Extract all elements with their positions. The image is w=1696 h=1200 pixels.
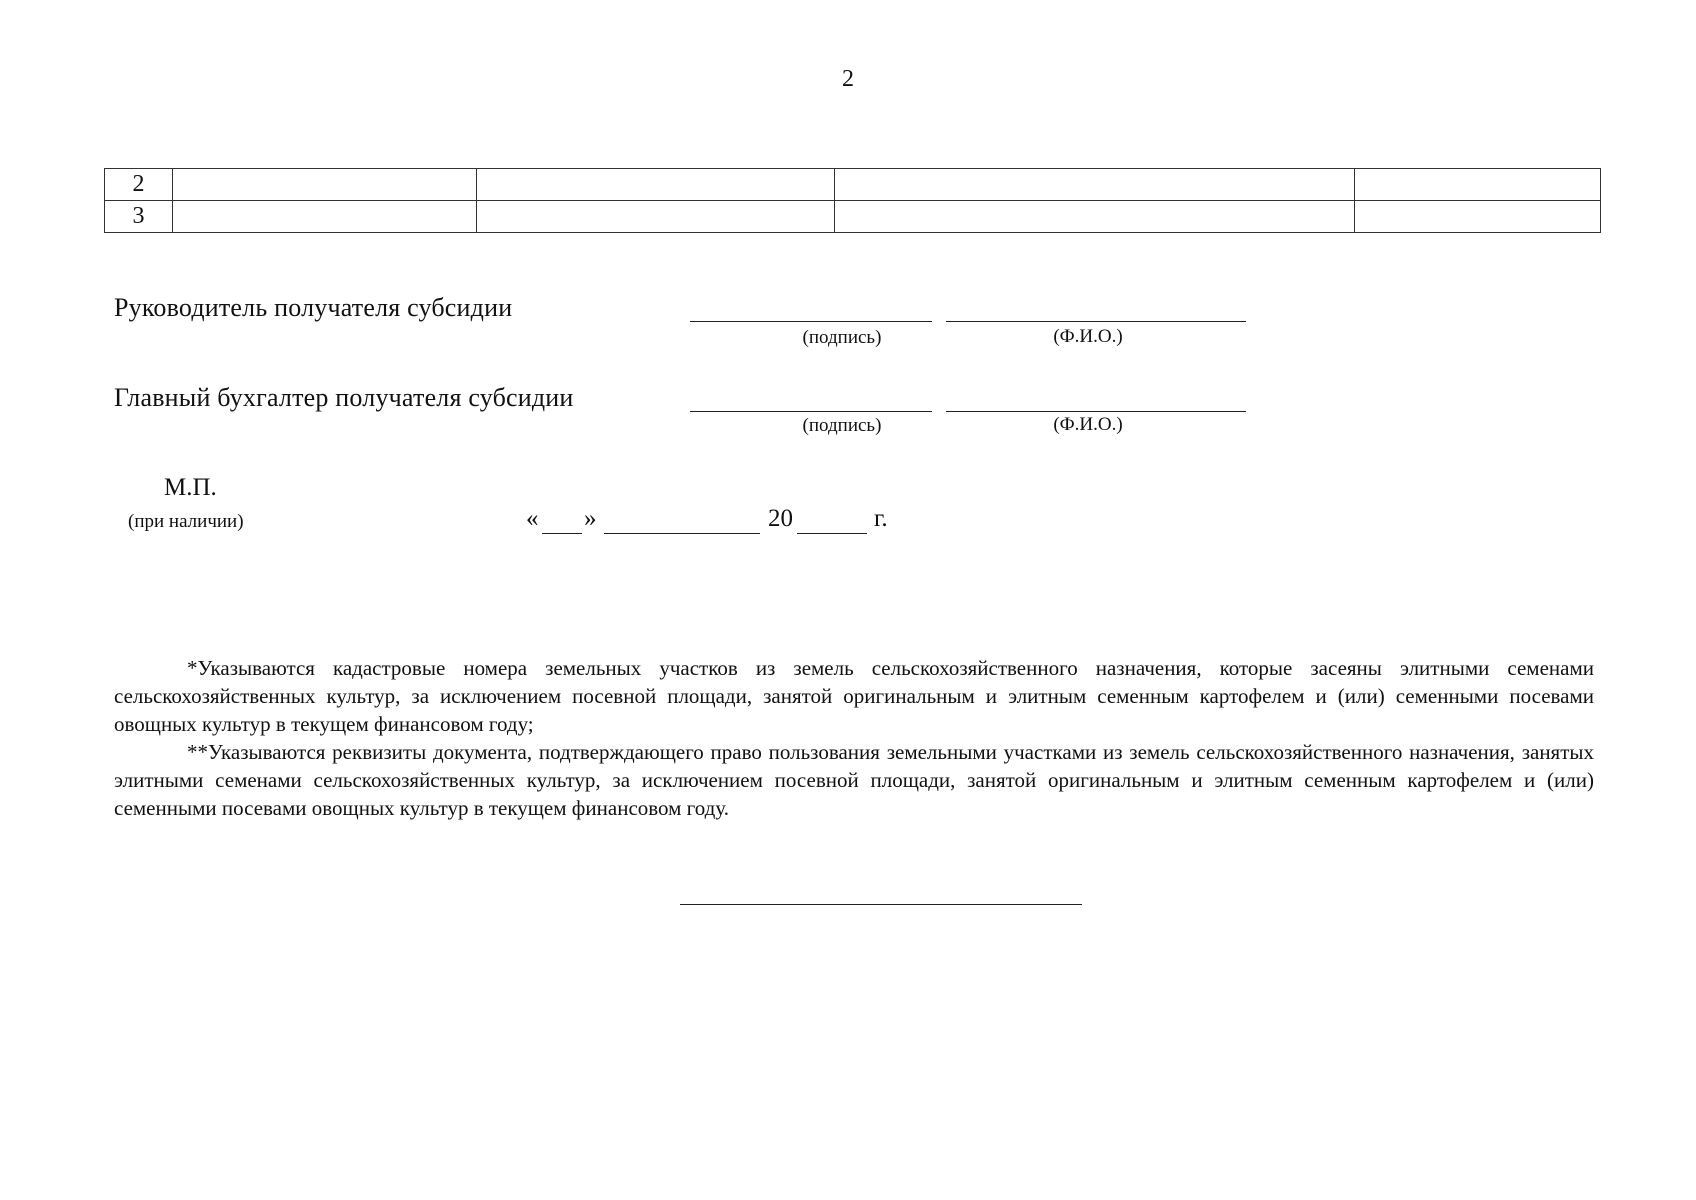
row-number-cell: 2 [105, 169, 173, 201]
table-cell [173, 169, 477, 201]
table-cell [477, 169, 835, 201]
date-suffix: г. [874, 505, 888, 532]
table-cell [835, 169, 1355, 201]
stamp-note: (при наличии) [128, 511, 244, 532]
date-day-blank [542, 533, 582, 534]
footnote-2: **Указываются реквизиты документа, подтверждающего право пользования земельными участками из земель сельскохозяйственного назначения, занятых элитными семенами сельскохозяйственных культур, за исключением посевной площади, занятой оригинальным и элитным семенным картофелем и (или) семенными посевами овощных культур в текущем финансовом году. [114, 740, 1594, 820]
page-number: 2 [842, 66, 854, 92]
accountant-name-line [946, 411, 1246, 412]
row-number-cell: 3 [105, 201, 173, 233]
date-year-blank [797, 533, 867, 534]
date-open-quote: « [526, 505, 539, 532]
date-close-quote: » [584, 505, 597, 532]
table-cell [173, 201, 477, 233]
table-cell [477, 201, 835, 233]
accountant-role-label: Главный бухгалтер получателя субсидии [114, 383, 574, 412]
head-signature-caption: (подпись) [802, 327, 882, 348]
head-signature-line [690, 321, 932, 322]
date-century: 20 [768, 505, 793, 532]
head-name-line [946, 321, 1246, 322]
table-row [105, 169, 1601, 201]
stamp-label: М.П. [164, 474, 217, 501]
accountant-signature-caption: (подпись) [802, 415, 882, 436]
table-cell [1355, 169, 1601, 201]
accountant-name-caption: (Ф.И.О.) [1053, 414, 1123, 435]
table-cell [1355, 201, 1601, 233]
footnote-1: *Указываются кадастровые номера земельных участков из земель сельскохозяйственного назначения, которые засеяны элитными семенами сельскохозяйственных культур, за исключением посевной площади, занятой оригинальным и элитным семенным картофелем и (или) семенными посевами овощных культур в текущем финансовом году; [114, 656, 1594, 736]
table-row [105, 201, 1601, 233]
footnotes [114, 654, 1594, 822]
accountant-signature-line [690, 411, 932, 412]
head-name-caption: (Ф.И.О.) [1053, 326, 1123, 347]
head-role-label: Руководитель получателя субсидии [114, 293, 513, 322]
table-cell [835, 201, 1355, 233]
data-table [104, 168, 1601, 233]
end-of-document-rule [680, 904, 1082, 905]
date-month-blank [604, 533, 760, 534]
